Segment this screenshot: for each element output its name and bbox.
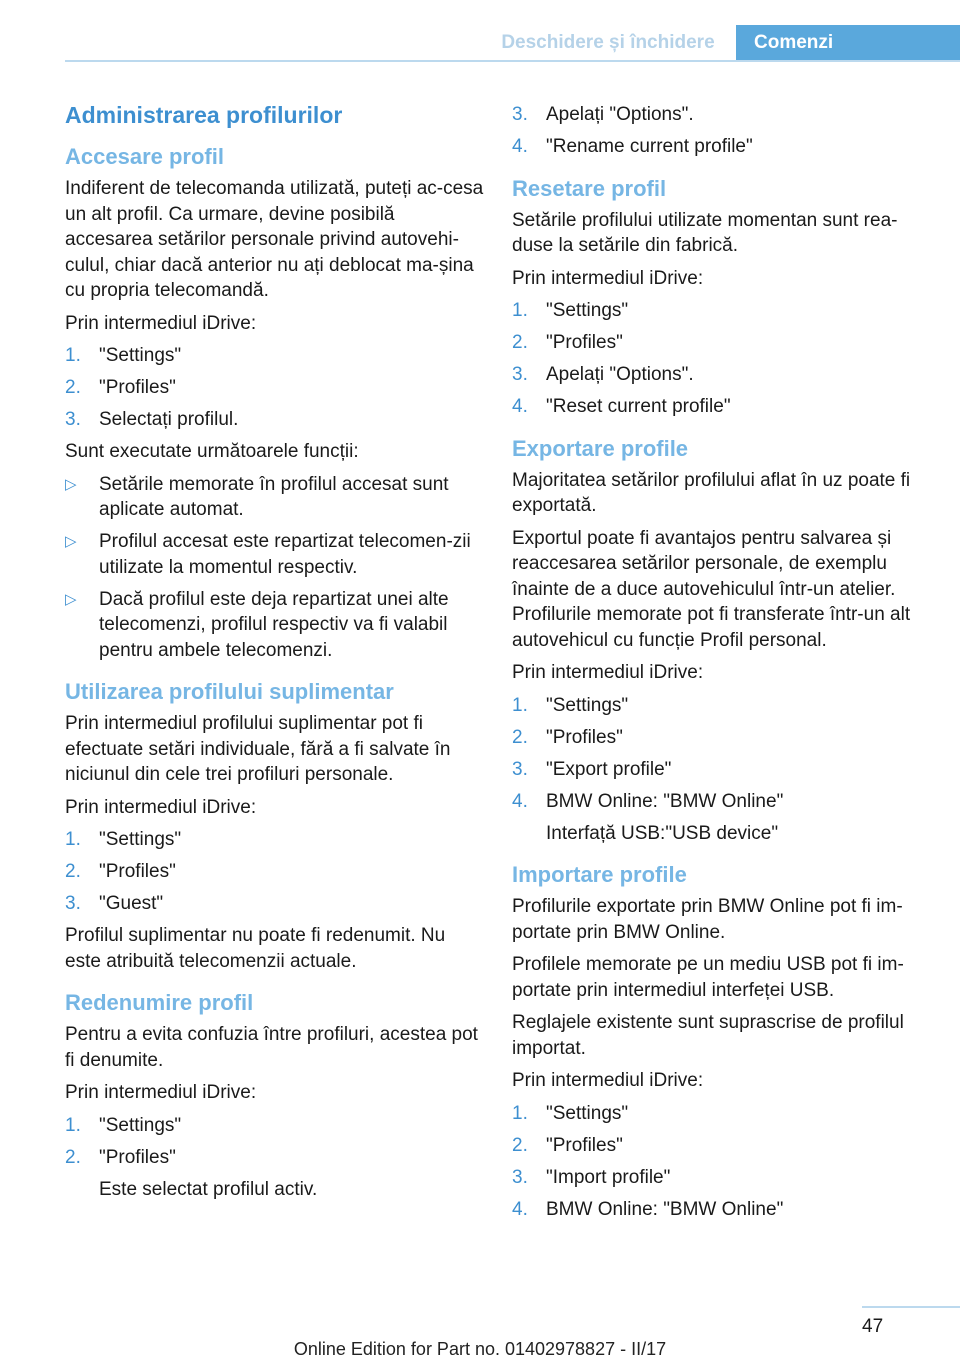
step-text: "Settings" [99, 345, 182, 366]
reset-heading: Resetare profil [512, 175, 667, 201]
step-text: "Profiles" [546, 726, 623, 748]
step-number: 3. [512, 364, 528, 385]
step-text: "Profiles" [546, 1134, 623, 1156]
footer-rule [862, 1306, 960, 1308]
left-column [65, 100, 485, 1210]
list-item [512, 1165, 937, 1191]
edition-line: Online Edition for Part no. 01402978827 - II/17 [293, 1339, 667, 1359]
step-number: 1. [65, 345, 81, 366]
export-steps [512, 693, 937, 815]
list-item [65, 1113, 485, 1139]
step-number: 3. [512, 758, 528, 780]
list-item [65, 587, 485, 664]
step-number: 2. [65, 377, 81, 398]
bullet-text: Setările memorate în profilul accesat sunt aplicate automat. [99, 473, 449, 520]
guest-intro: Prin intermediul profilului suplimentar pot fi efectuate setări individuale, fără a fi salvate în niciunul din cele trei profiluri personale. [65, 713, 451, 785]
step-number: 4. [512, 396, 528, 417]
list-item [65, 343, 485, 369]
list-item [512, 298, 937, 324]
step-text: Apelați "Options". [546, 104, 694, 125]
import-via: Prin intermediul iDrive: [512, 1070, 704, 1091]
rename-intro: Pentru a evita confuzia între profiluri, acestea pot fi denumite. [65, 1024, 478, 1071]
list-item [65, 375, 485, 401]
step-text: "Export profile" [546, 758, 672, 780]
list-item [512, 693, 937, 719]
reset-intro: Setările profilului utilizate momentan sunt rea‐duse la setările din fabrică. [512, 209, 898, 256]
step-number: 2. [512, 726, 528, 748]
bullet-text: Profilul accesat este repartizat telecomen‐zii utilizate la momentul respectiv. [99, 531, 471, 578]
step-text: "Settings" [546, 694, 629, 716]
step-number: 4. [512, 136, 528, 157]
functions-intro: Sunt executate următoarele funcții: [65, 441, 359, 462]
step-number: 3. [512, 1166, 528, 1188]
step-text: "Import profile" [546, 1166, 671, 1188]
export-via: Prin intermediul iDrive: [512, 662, 704, 683]
step-number: 3. [65, 409, 81, 430]
step-text: "Profiles" [546, 332, 623, 353]
step-text: Selectați profilul. [99, 409, 239, 430]
list-item [65, 859, 485, 885]
access-via: Prin intermediul iDrive: [65, 312, 257, 334]
step-number: 2. [65, 1146, 81, 1168]
step-number: 1. [512, 694, 528, 716]
list-item [512, 102, 937, 128]
list-item [65, 827, 485, 853]
list-item [512, 789, 937, 815]
export-heading: Exportare profile [512, 435, 689, 461]
rename-via: Prin intermediul iDrive: [65, 1082, 257, 1103]
access-heading: Accesare profil [65, 144, 224, 169]
step-text: "Rename current profile" [546, 136, 753, 157]
step-note: Este selectat profilul activ. [99, 1178, 318, 1200]
step-number: 1. [65, 829, 81, 850]
import-steps [512, 1101, 937, 1223]
step-number: 2. [65, 861, 81, 882]
list-item [512, 1101, 937, 1127]
list-item [512, 1197, 937, 1223]
step-number: 2. [512, 332, 528, 353]
step-number: 3. [65, 893, 81, 914]
list-item [65, 472, 485, 523]
step-text: "Profiles" [99, 861, 176, 882]
list-item [512, 1133, 937, 1159]
list-item [512, 394, 937, 420]
step-text: BMW Online: "BMW Online" [546, 790, 784, 812]
section-tab: Deschidere și închidere [501, 32, 715, 53]
step-number: 4. [512, 1198, 528, 1220]
step-text: "Reset current profile" [546, 396, 731, 417]
step-text: "Settings" [99, 829, 182, 850]
list-item [512, 757, 937, 783]
step-number: 1. [512, 1102, 528, 1124]
import-p1: Profilurile exportate prin BMW Online pot fi im‐portate prin BMW Online. [512, 896, 903, 943]
step-text: "Settings" [546, 300, 629, 321]
step-text: BMW Online: "BMW Online" [546, 1198, 784, 1220]
step-number: 1. [512, 300, 528, 321]
list-item [65, 529, 485, 580]
import-p3: Reglajele existente sunt suprascrise de profilul importat. [512, 1012, 904, 1059]
step-number: 4. [512, 790, 528, 812]
list-item [65, 1145, 485, 1171]
functions-bullets [65, 472, 485, 664]
rename-steps-cont [512, 102, 937, 160]
step-number: 3. [512, 104, 528, 125]
step-text: "Guest" [99, 893, 164, 914]
reset-steps [512, 298, 937, 420]
right-column [512, 100, 937, 1229]
triangle-bullet-icon: ▷ [65, 475, 77, 493]
page-title: Administrarea profilurilor [65, 102, 343, 128]
step-text: Apelați "Options". [546, 364, 694, 385]
guest-heading: Utilizarea profilului suplimentar [65, 679, 394, 704]
page-number: 47 [862, 1316, 884, 1337]
chapter-tab: Comenzi [736, 25, 960, 61]
guest-via: Prin intermediul iDrive: [65, 796, 257, 818]
step-number: 2. [512, 1134, 528, 1156]
import-p2: Profilele memorate pe un mediu USB pot fi im‐portate prin intermediul interfeței USB. [512, 954, 904, 1001]
list-item [65, 891, 485, 917]
triangle-bullet-icon: ▷ [65, 533, 77, 550]
export-intro: Majoritatea setărilor profilului aflat în uz poate fi exportată. [512, 469, 911, 516]
import-heading: Importare profile [512, 862, 687, 887]
list-item [65, 407, 485, 433]
rename-steps [65, 1113, 485, 1171]
step-note: Interfață USB:"USB device" [546, 822, 779, 844]
export-detail: Exportul poate fi avantajos pentru salvarea și reaccesarea setărilor personale, de exemplu înainte de a duce autovehiculul într-un atelier. Profilurile memorate pot fi transferate într-un alt autovehicul cu funcție Profil personal. [512, 527, 911, 651]
step-text: "Profiles" [99, 1146, 176, 1168]
access-intro: Indiferent de telecomanda utilizată, puteți ac‐cesa un alt profil. Ca urmare, devine posibilă accesarea setărilor personale privind autovehi‐culul, chiar dacă anterior nu ați deblocat ma‐șina cu propria telecomandă. [65, 178, 484, 301]
list-item [512, 362, 937, 388]
bullet-text: Dacă profilul este deja repartizat unei alte telecomenzi, profilul respectiv va fi valabil pentru ambele telecomenzi. [99, 588, 449, 661]
list-item [512, 134, 937, 160]
step-text: "Settings" [99, 1114, 182, 1136]
guest-note: Profilul suplimentar nu poate fi redenumit. Nu este atribuită telecomenzii actuale. [65, 925, 446, 972]
rename-heading: Redenumire profil [65, 990, 254, 1015]
step-number: 1. [65, 1114, 81, 1136]
access-steps [65, 343, 485, 433]
reset-via: Prin intermediul iDrive: [512, 267, 704, 289]
step-text: "Settings" [546, 1102, 629, 1124]
list-item [512, 330, 937, 356]
list-item [512, 725, 937, 751]
header-rule [65, 60, 960, 62]
step-text: "Profiles" [99, 377, 176, 398]
guest-steps [65, 827, 485, 917]
triangle-bullet-icon: ▷ [65, 590, 77, 608]
